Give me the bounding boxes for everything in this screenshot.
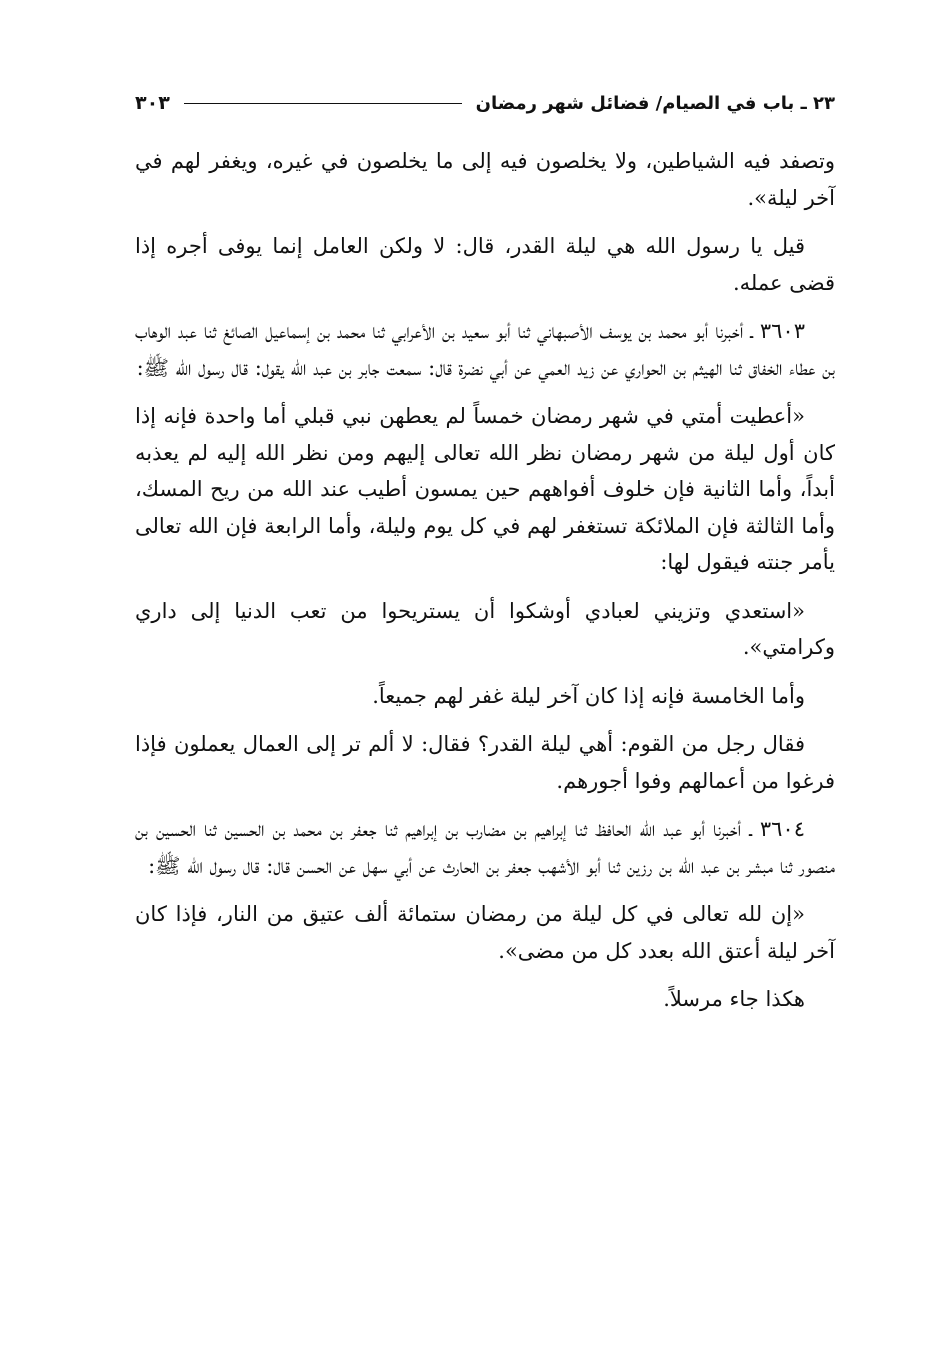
paragraph-2: قيل يا رسول الله هي ليلة القدر، قال: لا ولكن العامل إنما يوفى أجره إذا قضى عمله. bbox=[135, 234, 835, 295]
paragraph-5: «استعدي وتزيني لعبادي أوشكوا أن يستريحوا من تعب الدنيا إلى داري وكرامتي». bbox=[135, 598, 835, 659]
paragraph-9: «إن لله تعالى في كل ليلة من رمضان ستمائة ألف عتيق من النار، فإذا كان آخر ليلة أعتق الله بعدد كل من مضى». bbox=[135, 902, 835, 963]
paragraph-4: «أعطيت أمتي في شهر رمضان خمساً لم يعطهن نبي قبلي أما واحدة فإنه إذا كان أول ليلة من شهر رمضان نظر الله تعالى إليهم ومن نظر الله إليه لم يعذبه أبداً، وأما الثانية فإن خلوف أفواههم حين يمسون أطيب عند الله من ريح المسك، وأما الثالثة فإن الملائكة تستغفر لهم في كل يوم وليلة، وأما الرابعة فإن الله تعالى يأمر جنته فيقول لها: bbox=[135, 404, 835, 574]
hadith-3603: ٣٦٠٣ ـ أخبرنا أبو محمد بن يوسف الأصبهاني ثنا أبو سعيد بن الأعرابي ثنا محمد بن إسماعيل الصائغ ثنا عبد الوهاب بن عطاء الخفاق ثنا الهيثم بن الحواري عن زيد العمي عن أبي نضرة قال: سمعت جابر بن عبد الله يقول: قال رسول الله ﷺ: bbox=[135, 319, 835, 380]
running-title: ٢٣ ـ باب في الصيام/ فضائل شهر رمضان bbox=[475, 92, 835, 114]
page-header bbox=[135, 86, 835, 120]
paragraph-10: هكذا جاء مرسلاً. bbox=[663, 987, 805, 1011]
paragraph-7: فقال رجل من القوم: أهي ليلة القدر؟ فقال: لا ألم تر إلى العمال يعملون فإذا فرغوا من أعمالهم وفوا أجورهم. bbox=[135, 732, 835, 793]
hadith-3604: ٣٦٠٤ ـ أخبرنا أبو عبد الله الحافظ ثنا إبراهيم بن مضارب بن إبراهيم ثنا جعفر بن محمد بن الحسين ثنا الحسين بن منصور ثنا مبشر بن عبد الله بن رزين ثنا أبو الأشهب جعفر بن الحارث عن أبي سهل عن الحسن قال: قال رسول الله ﷺ: bbox=[135, 817, 835, 878]
page-body bbox=[135, 143, 835, 1018]
paragraph-1: وتصفد فيه الشياطين، ولا يخلصون فيه إلى ما يخلصون في غيره، ويغفر لهم في آخر ليلة». bbox=[135, 149, 835, 210]
page-number: ٣٠٣ bbox=[135, 92, 170, 114]
header-rule bbox=[184, 103, 462, 104]
paragraph-6: وأما الخامسة فإنه إذا كان آخر ليلة غفر لهم جميعاً. bbox=[372, 683, 805, 708]
